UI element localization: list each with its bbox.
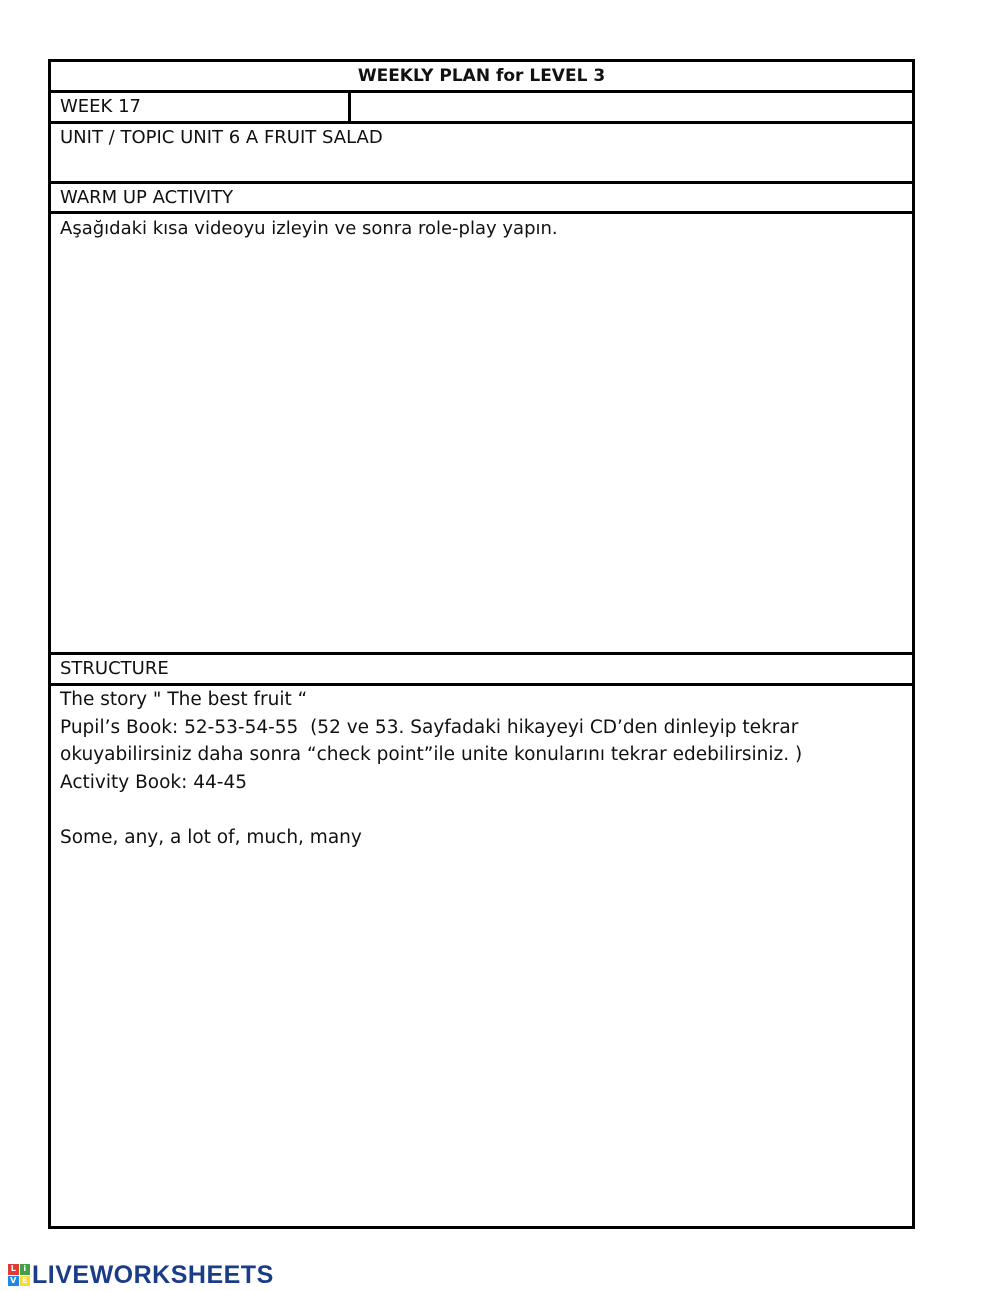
liveworksheets-brand[interactable] (8, 1260, 274, 1290)
unit-topic-row (51, 124, 912, 184)
structure-body (51, 686, 912, 1226)
structure-line-blank (60, 796, 912, 824)
structure-line-pupils-book: Pupil’s Book: 52-53-54-55 (52 ve 53. Sayfadaki hikayeyi CD’den dinleyip tekrar (60, 716, 799, 738)
structure-line-pupils-book-cont: okuyabilirsiniz daha sonra “check point”ile unite konularını tekrar edebilirsiniz. ) (60, 744, 803, 765)
plan-title-text: WEEKLY PLAN for LEVEL 3 (357, 66, 606, 86)
warm-up-instruction: Aşağıdaki kısa videoyu izleyin ve sonra role-play yapın. (60, 218, 558, 239)
liveworksheets-wordmark: LIVEWORKSHEETS (32, 1260, 274, 1289)
structure-line-story: The story " The best fruit “ (60, 689, 308, 710)
structure-line-activity-book: Activity Book: 44-45 (60, 771, 247, 793)
warm-up-heading-text: WARM UP ACTIVITY (60, 187, 234, 208)
plan-title (51, 62, 912, 93)
warm-up-heading (51, 184, 912, 214)
structure-heading-text: STRUCTURE (60, 658, 169, 679)
structure-line-grammar: Some, any, a lot of, much, many (60, 826, 362, 848)
structure-heading (51, 655, 912, 686)
week-value-field[interactable] (351, 93, 912, 121)
warm-up-body (51, 214, 912, 655)
unit-topic-text: UNIT / TOPIC UNIT 6 A FRUIT SALAD (60, 127, 383, 148)
week-row (51, 93, 912, 124)
liveworksheets-logo-icon: L i V E (8, 1264, 30, 1286)
week-label: WEEK 17 (51, 93, 351, 121)
weekly-plan-table (48, 59, 915, 1229)
